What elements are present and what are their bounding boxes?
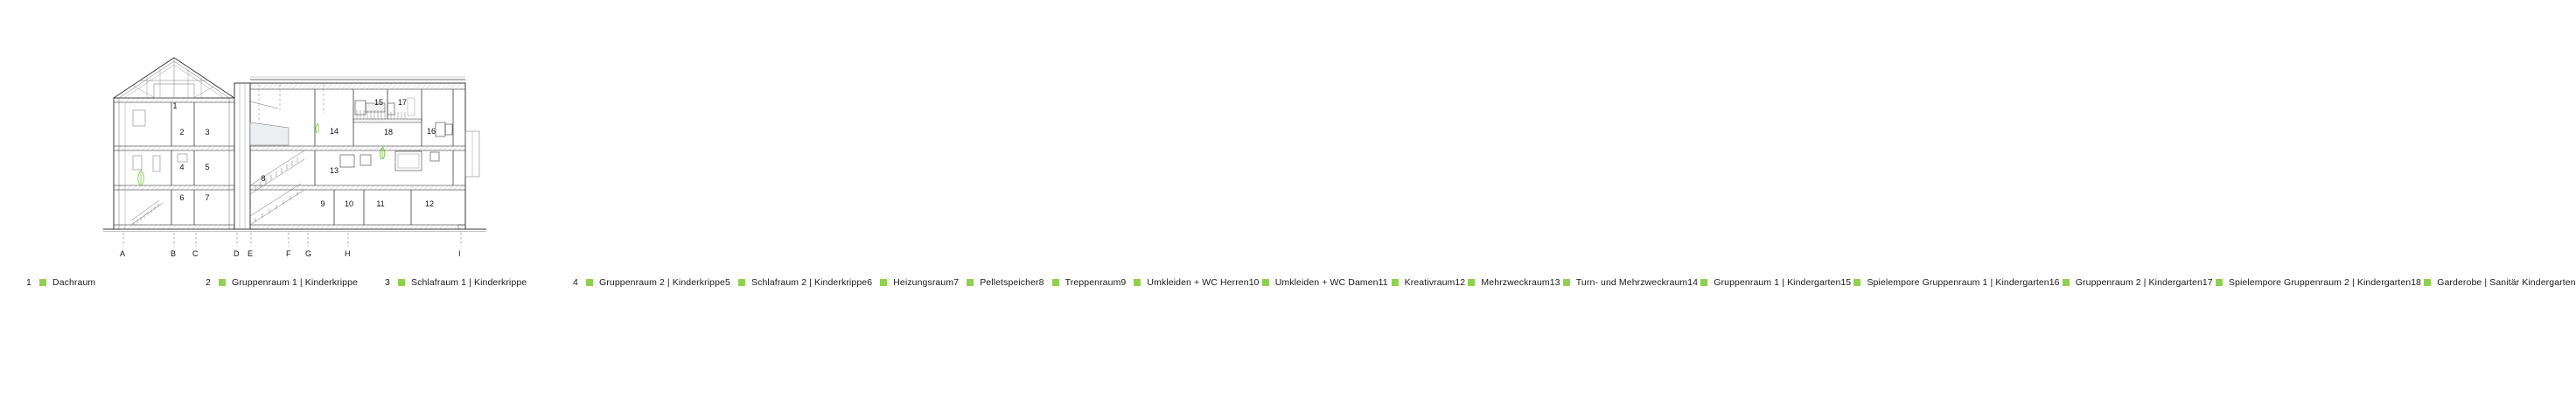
legend-number: 10 bbox=[1248, 277, 1260, 288]
legend-swatch-icon bbox=[1853, 279, 1860, 286]
legend-swatch-icon bbox=[738, 279, 745, 286]
legend-number: 13 bbox=[1549, 277, 1560, 288]
room-tag-2: 2 bbox=[179, 128, 185, 136]
legend-swatch-icon bbox=[39, 279, 46, 286]
room-tag-15: 15 bbox=[373, 98, 383, 107]
axis-label-e: E bbox=[248, 249, 254, 258]
legend-label: Treppenraum bbox=[1065, 277, 1121, 288]
legend-item-2 bbox=[206, 271, 385, 294]
room-tag-5: 5 bbox=[205, 163, 210, 171]
legend-item-5 bbox=[725, 271, 867, 294]
legend-number: 3 bbox=[385, 277, 390, 288]
legend-item-12 bbox=[1455, 271, 1549, 294]
legend-label: Turn- und Mehrzweckraum bbox=[1575, 277, 1688, 288]
legend-item-6 bbox=[867, 271, 953, 294]
legend-swatch-icon bbox=[2063, 279, 2070, 286]
legend-item-11 bbox=[1379, 271, 1456, 294]
legend-item-18 bbox=[2411, 271, 2575, 294]
legend-number: 9 bbox=[1120, 277, 1127, 288]
legend-item-4 bbox=[573, 271, 725, 294]
axis-label-c: C bbox=[192, 249, 199, 258]
legend-number: 7 bbox=[953, 277, 960, 288]
legend-label: Gruppenraum 1 | Kinderkrippe bbox=[232, 277, 358, 288]
legend-item-15 bbox=[1840, 271, 2049, 294]
legend-number: 16 bbox=[2049, 277, 2060, 288]
axis-label-b: B bbox=[171, 249, 177, 258]
legend-swatch-icon bbox=[1052, 279, 1059, 286]
legend-item-1 bbox=[26, 271, 206, 294]
room-tag-17: 17 bbox=[397, 98, 407, 107]
axis-label-g: G bbox=[305, 249, 312, 258]
legend-swatch-icon bbox=[1563, 279, 1570, 286]
legend-swatch-icon bbox=[1392, 279, 1399, 286]
axis-label-f: F bbox=[286, 249, 291, 258]
legend-item-14 bbox=[1687, 271, 1840, 294]
legend-item-17 bbox=[2203, 271, 2411, 294]
room-tag-7: 7 bbox=[205, 193, 210, 202]
legend-number: 6 bbox=[867, 277, 873, 288]
legend-label: Heizungsraum bbox=[893, 277, 954, 288]
room-tag-6: 6 bbox=[179, 193, 185, 202]
legend-swatch-icon bbox=[1262, 279, 1269, 286]
legend-label: Gruppenraum 1 | Kindergarten bbox=[1714, 277, 1841, 288]
room-tag-3: 3 bbox=[205, 128, 210, 136]
legend-label: Schlafraum 1 | Kinderkrippe bbox=[411, 277, 527, 288]
legend-swatch-icon bbox=[1134, 279, 1141, 286]
legend-number: 2 bbox=[206, 277, 211, 288]
room-tag-10: 10 bbox=[344, 199, 353, 208]
legend-label: Gruppenraum 2 | Kinderkrippe bbox=[599, 277, 725, 288]
room-tag-16: 16 bbox=[426, 127, 436, 136]
legend-swatch-icon bbox=[586, 279, 593, 286]
building-section-drawing bbox=[0, 0, 594, 262]
legend-label: Spielempore Gruppenraum 1 | Kindergarten bbox=[1867, 277, 2049, 288]
legend-item-7 bbox=[953, 271, 1038, 294]
legend-item-3 bbox=[385, 271, 573, 294]
legend-item-10 bbox=[1249, 271, 1379, 294]
legend-number: 5 bbox=[725, 277, 730, 288]
legend-swatch-icon bbox=[2424, 279, 2431, 286]
room-legend bbox=[26, 271, 2576, 294]
legend-label: Garderobe | Sanitär Kindergarten bbox=[2437, 277, 2576, 288]
legend-number: 17 bbox=[2202, 277, 2213, 288]
legend-swatch-icon bbox=[1468, 279, 1475, 286]
room-tag-11: 11 bbox=[376, 199, 385, 208]
room-tag-9: 9 bbox=[320, 199, 325, 208]
legend-swatch-icon bbox=[398, 279, 405, 286]
room-tag-13: 13 bbox=[329, 166, 339, 175]
room-tag-14: 14 bbox=[329, 127, 339, 136]
axis-label-d: D bbox=[234, 249, 240, 258]
axis-label-a: A bbox=[120, 249, 126, 258]
legend-label: Dachraum bbox=[52, 277, 96, 288]
legend-swatch-icon bbox=[219, 279, 226, 286]
legend-item-8 bbox=[1039, 271, 1121, 294]
legend-label: Pelletspeicher bbox=[980, 277, 1039, 288]
legend-label: Umkleiden + WC Herren bbox=[1147, 277, 1249, 288]
legend-label: Gruppenraum 2 | Kindergarten bbox=[2075, 277, 2203, 288]
legend-number: 4 bbox=[573, 277, 578, 288]
legend-label: Kreativraum bbox=[1404, 277, 1456, 288]
room-tag-8: 8 bbox=[261, 174, 266, 183]
legend-swatch-icon bbox=[880, 279, 887, 286]
axis-label-h: H bbox=[345, 249, 351, 258]
legend-number: 11 bbox=[1378, 277, 1388, 288]
legend-number: 14 bbox=[1687, 277, 1698, 288]
room-tag-1: 1 bbox=[172, 101, 178, 110]
legend-swatch-icon bbox=[2216, 279, 2223, 286]
legend-number: 1 bbox=[26, 277, 31, 288]
legend-item-16 bbox=[2049, 271, 2203, 294]
legend-number: 15 bbox=[1840, 277, 1852, 288]
room-tag-4: 4 bbox=[179, 163, 185, 171]
legend-label: Schlafraum 2 | Kinderkrippe bbox=[751, 277, 868, 288]
legend-item-9 bbox=[1120, 271, 1248, 294]
legend-item-13 bbox=[1550, 271, 1687, 294]
legend-label: Mehrzweckraum bbox=[1481, 277, 1550, 288]
axis-label-i: I bbox=[458, 249, 461, 258]
section-svg bbox=[0, 0, 594, 262]
legend-label: Umkleiden + WC Damen bbox=[1274, 277, 1379, 288]
legend-number: 8 bbox=[1038, 277, 1044, 288]
legend-number: 18 bbox=[2411, 277, 2421, 288]
legend-number: 12 bbox=[1455, 277, 1466, 288]
room-tag-18: 18 bbox=[383, 128, 393, 136]
legend-label: Spielempore Gruppenraum 2 | Kindergarten bbox=[2228, 277, 2412, 288]
legend-swatch-icon bbox=[967, 279, 974, 286]
room-tag-12: 12 bbox=[424, 199, 434, 208]
legend-swatch-icon bbox=[1700, 279, 1707, 286]
